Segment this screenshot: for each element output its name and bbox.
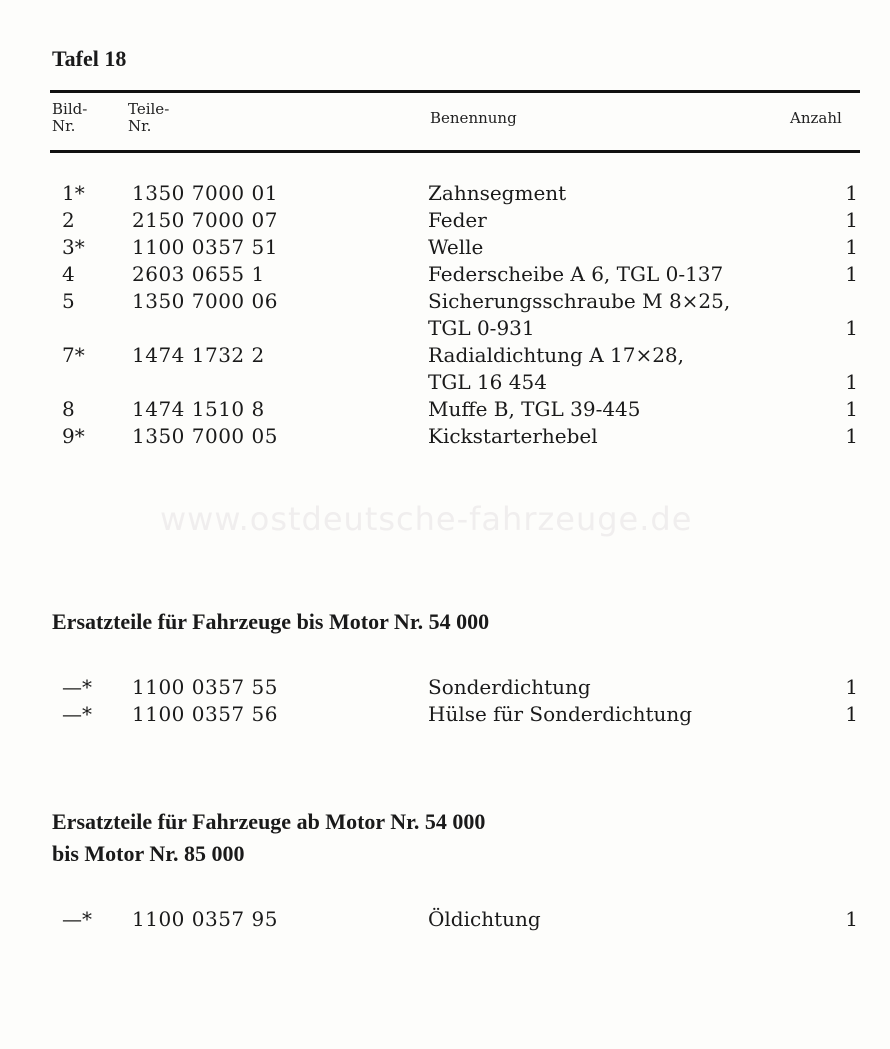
table-row	[0, 288, 890, 315]
anzahl-cell: 1	[845, 370, 858, 394]
bild-nr-cell: 4	[62, 262, 75, 286]
teile-nr-cell: 1100 0357 95	[132, 907, 278, 931]
benennung-cell: Sicherungsschraube M 8×25,	[428, 289, 731, 313]
table-row	[0, 674, 890, 701]
anzahl-cell: 1	[845, 208, 858, 232]
table-row	[0, 315, 890, 342]
bild-nr-cell: 9*	[62, 424, 85, 448]
parts-table	[0, 180, 890, 450]
table-row	[0, 234, 890, 261]
teile-nr-cell: 1100 0357 56	[132, 702, 278, 726]
teile-nr-cell: 1350 7000 06	[132, 289, 278, 313]
teile-nr-cell: 1100 0357 55	[132, 675, 278, 699]
benennung-cell: Federscheibe A 6, TGL 0-137	[428, 262, 724, 286]
bild-nr-cell: 3*	[62, 235, 85, 259]
watermark-text: www.ostdeutsche-fahrzeuge.de	[160, 500, 693, 538]
teile-nr-cell: 1100 0357 51	[132, 235, 278, 259]
benennung-cell: Hülse für Sonderdichtung	[428, 702, 693, 726]
bild-nr-cell: 5	[62, 289, 75, 313]
anzahl-cell: 1	[845, 675, 858, 699]
teile-nr-cell: 2603 0655 1	[132, 262, 265, 286]
benennung-cell: Feder	[428, 208, 487, 232]
benennung-cell: Muffe B, TGL 39-445	[428, 397, 641, 421]
header-benennung: Benennung	[430, 109, 517, 127]
anzahl-cell: 1	[845, 235, 858, 259]
anzahl-cell: 1	[845, 397, 858, 421]
teile-nr-cell: 1474 1510 8	[132, 397, 265, 421]
benennung-cell: TGL 0-931	[428, 316, 535, 340]
teile-nr-cell: 1350 7000 01	[132, 181, 278, 205]
header-teile-nr: Teile- Nr.	[128, 100, 170, 135]
benennung-cell: Welle	[428, 235, 484, 259]
anzahl-cell: 1	[845, 907, 858, 931]
table-row	[0, 207, 890, 234]
benennung-cell: Öldichtung	[428, 907, 541, 931]
benennung-cell: Sonderdichtung	[428, 675, 591, 699]
anzahl-cell: 1	[845, 316, 858, 340]
bild-nr-cell: 1*	[62, 181, 85, 205]
table-row	[0, 423, 890, 450]
table-row	[0, 701, 890, 728]
header-rule-bottom	[50, 150, 860, 153]
table-row	[0, 906, 890, 933]
bild-nr-cell: 2	[62, 208, 75, 232]
table-row	[0, 369, 890, 396]
table-row	[0, 396, 890, 423]
teile-nr-cell: 1474 1732 2	[132, 343, 265, 367]
bild-nr-cell: —*	[62, 702, 92, 726]
table-row	[0, 261, 890, 288]
section-title-line2: bis Motor Nr. 85 000	[52, 841, 245, 866]
anzahl-cell: 1	[845, 262, 858, 286]
section-title-bis-54000: Ersatzteile für Fahrzeuge bis Motor Nr. 54 000	[52, 609, 490, 634]
table-row	[0, 342, 890, 369]
benennung-cell: TGL 16 454	[428, 370, 547, 394]
benennung-cell: Kickstarterhebel	[428, 424, 598, 448]
benennung-cell: Zahnsegment	[428, 181, 567, 205]
anzahl-cell: 1	[845, 702, 858, 726]
benennung-cell: Radialdichtung A 17×28,	[428, 343, 685, 367]
teile-nr-cell: 2150 7000 07	[132, 208, 278, 232]
bild-nr-cell: —*	[62, 907, 92, 931]
anzahl-cell: 1	[845, 424, 858, 448]
bild-nr-cell: 8	[62, 397, 75, 421]
section-title-ab-54000	[52, 806, 752, 870]
parts-table-section2	[0, 906, 890, 933]
page-title: Tafel 18	[52, 46, 127, 71]
bild-nr-cell: 7*	[62, 343, 85, 367]
anzahl-cell: 1	[845, 181, 858, 205]
bild-nr-cell: —*	[62, 675, 92, 699]
teile-nr-cell: 1350 7000 05	[132, 424, 278, 448]
table-row	[0, 180, 890, 207]
header-bild-nr: Bild- Nr.	[52, 100, 88, 135]
section-title-line1: Ersatzteile für Fahrzeuge ab Motor Nr. 54 000	[52, 809, 486, 834]
header-rule-top	[50, 90, 860, 93]
header-anzahl: Anzahl	[790, 109, 842, 127]
parts-table-section1	[0, 674, 890, 728]
